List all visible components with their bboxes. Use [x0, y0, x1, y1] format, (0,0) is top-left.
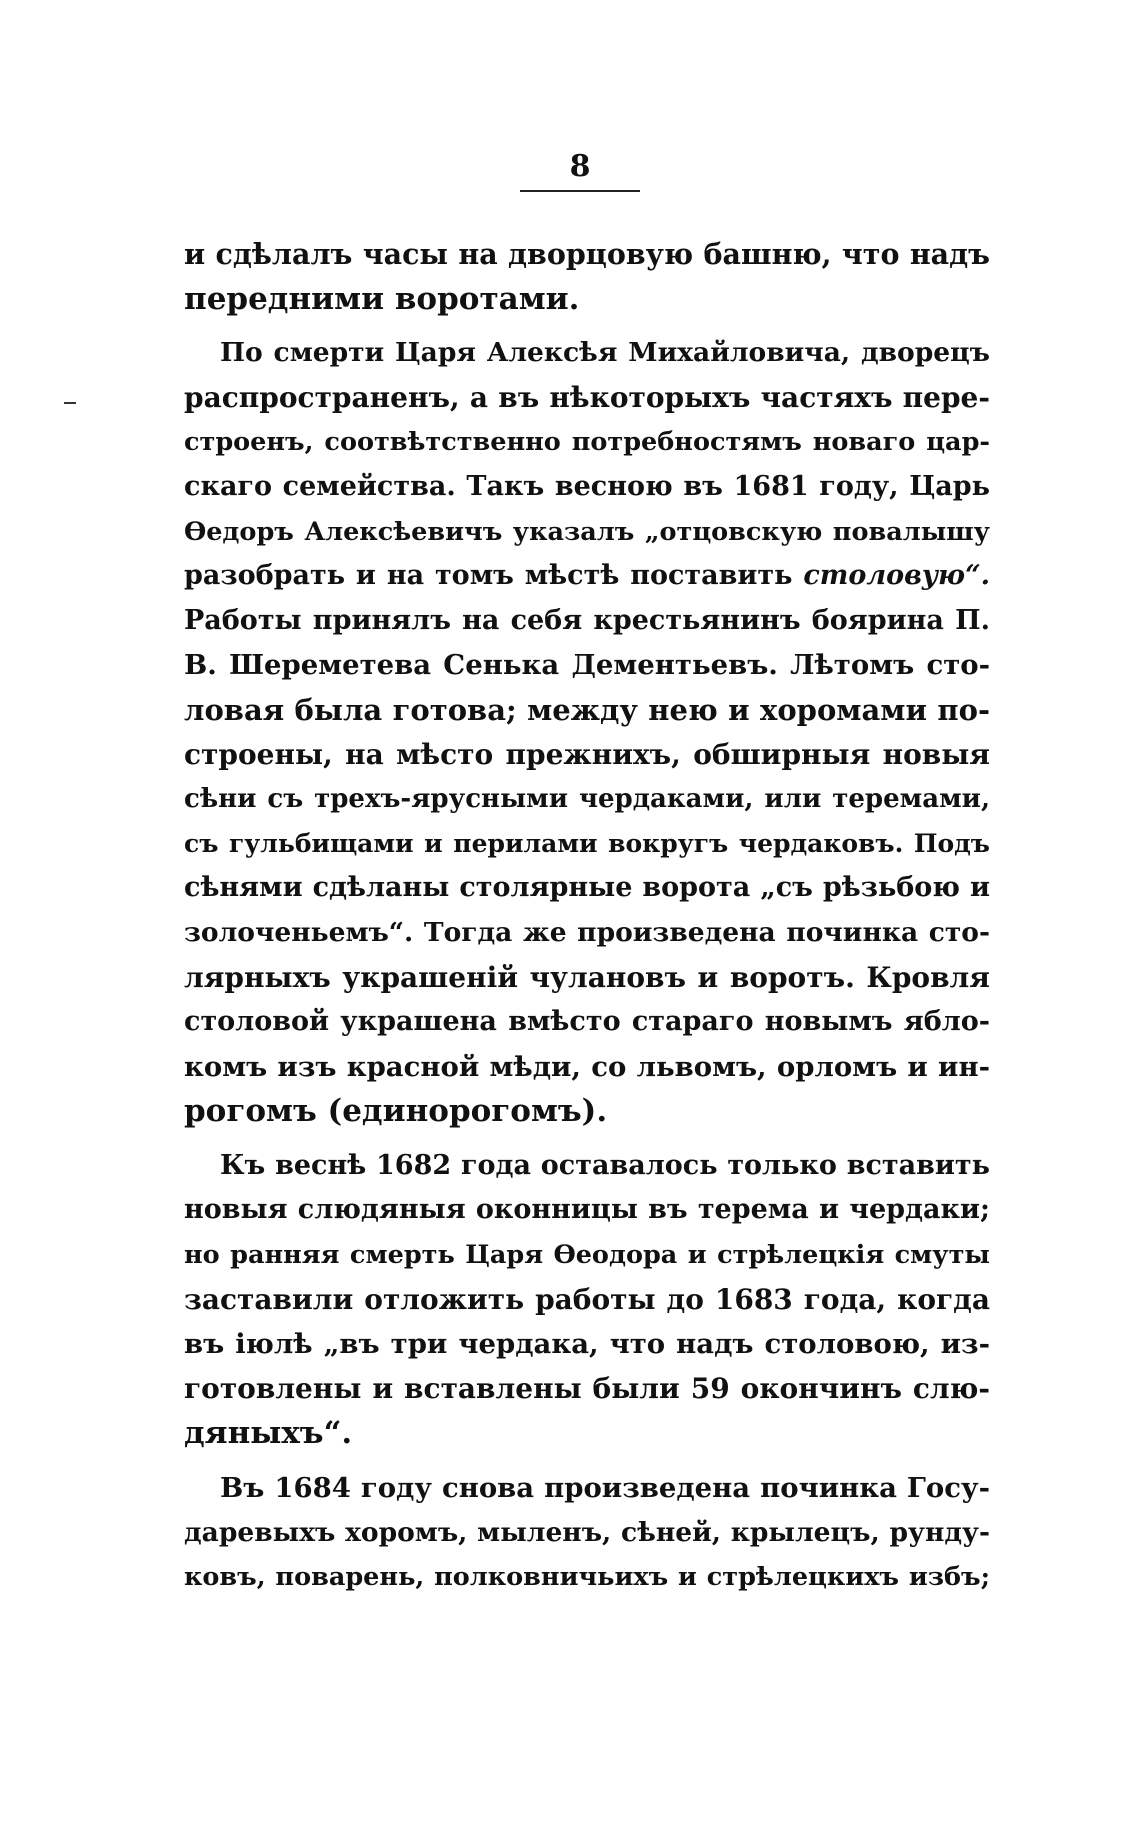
text-line: столовой украшена вмѣсто стараго новымъ ябло- [184, 1006, 990, 1038]
text-line: передними воротами. [184, 280, 580, 317]
text-line: готовлены и вставлены были 59 окончинъ слю- [184, 1371, 990, 1405]
text-line: золоченьемъ“. Тогда же произведена починка сто- [184, 916, 990, 948]
text-line: Работы принялъ на себя крестьянинъ боярина П. [184, 604, 990, 636]
text-line: комъ изъ красной мѣди, со львомъ, орломъ и ин- [184, 1050, 990, 1083]
page-number: 8 [569, 149, 591, 184]
paragraph-4 [184, 1466, 990, 1600]
text-line: сѣни съ трехъ-ярусными чердаками, или теремами, [184, 784, 990, 815]
paragraph-1 [184, 232, 990, 321]
text-line: рогомъ (единорогомъ). [184, 1093, 608, 1130]
text-line: въ іюлѣ „въ три чердака, что надъ столовою, из- [184, 1328, 990, 1361]
text-line: заставили отложить работы до 1683 года, когда [184, 1282, 990, 1316]
paragraph-3 [184, 1144, 990, 1456]
text-line: и сдѣлалъ часы на дворцовую башню, что надъ [184, 237, 990, 271]
text-line: лярныхъ украшеній чулановъ и воротъ. Кровля [184, 960, 990, 994]
text-line: ловая была готова; между нею и хоромами по- [184, 692, 990, 727]
text-line: Къ веснѣ 1682 года оставалось только вставить [220, 1149, 990, 1181]
text-line: но ранняя смерть Царя Ѳеодора и стрѣлецкія смуты [184, 1240, 990, 1271]
italic-word: столовую“. [803, 560, 990, 592]
header-rule [520, 190, 640, 192]
text-line: строены, на мѣсто прежнихъ, обширныя новыя [184, 737, 990, 771]
text-line: ковъ, поварень, полковничьихъ и стрѣлецкихъ избъ; [184, 1562, 990, 1593]
text-line: строенъ, соотвѣтственно потребностямъ новаго цар- [184, 427, 990, 458]
text-line: дяныхъ“. [184, 1415, 353, 1452]
text-line: По смерти Царя Алексѣя Михайловича, дворецъ [220, 337, 990, 369]
text-line: Въ 1684 году снова произведена починка Госу- [220, 1472, 990, 1505]
text-line: распространенъ, а въ нѣкоторыхъ частяхъ пере- [184, 380, 990, 414]
text-line-with-italic [184, 554, 990, 599]
text-line: съ гульбищами и перилами вокругъ чердаковъ. Подъ [184, 828, 990, 858]
text-line: скаго семейства. Такъ весною въ 1681 году, Царь [184, 470, 990, 502]
text-line: Ѳедоръ Алексѣевичъ указалъ „отцовскую повалышу [184, 516, 990, 547]
text-fragment: разобрать и на томъ мѣстѣ поставить [184, 560, 793, 592]
paragraph-2 [184, 331, 990, 1134]
margin-speck [64, 402, 76, 404]
body-text [184, 232, 990, 1600]
text-line: В. Шереметева Сенька Дементьевъ. Лѣтомъ сто- [184, 649, 990, 682]
text-line: даревыхъ хоромъ, мыленъ, сѣней, крылецъ, рунду- [184, 1516, 990, 1548]
text-line: новыя слюдяныя оконницы въ терема и чердаки; [184, 1194, 990, 1226]
text-line: сѣнями сдѣланы столярные ворота „съ рѣзьбою и [184, 872, 990, 904]
